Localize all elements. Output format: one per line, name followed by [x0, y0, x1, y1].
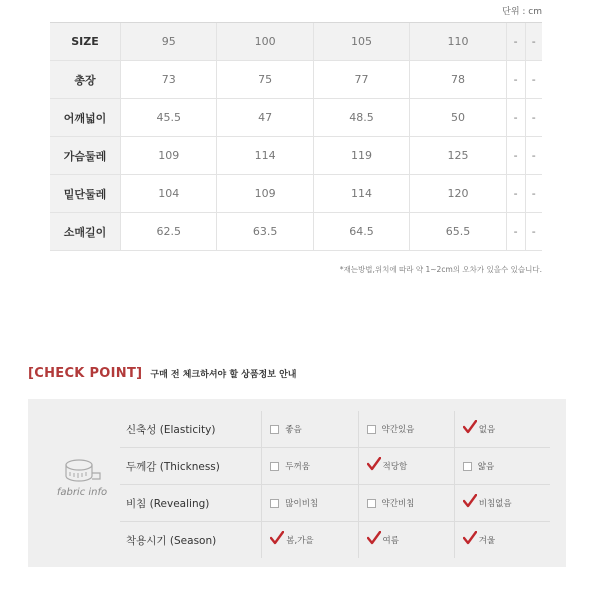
- size-cell: 73: [121, 61, 217, 99]
- option-label: 두꺼움: [285, 462, 310, 472]
- size-cell: 105: [313, 23, 409, 61]
- size-cell: 114: [217, 137, 313, 175]
- check-option: [358, 411, 454, 447]
- size-cell: 78: [410, 61, 506, 99]
- attribute-label: 착용시기 (Season): [126, 534, 217, 547]
- size-cell: -: [506, 175, 525, 213]
- check-point-heading: [28, 366, 296, 381]
- size-cell: -: [506, 23, 525, 61]
- size-cell: 119: [313, 137, 409, 175]
- check-point-subtitle: 구매 전 체크하셔야 할 상품정보 안내: [150, 370, 297, 380]
- checkbox-icon: [270, 462, 279, 471]
- size-cell: -: [525, 137, 542, 175]
- option-label: 없음: [478, 425, 496, 435]
- fabric-info-label: fabric info: [56, 487, 108, 498]
- size-row-label: 소매길이: [50, 213, 121, 251]
- fabric-info-block: [48, 457, 116, 498]
- size-cell: 95: [121, 23, 217, 61]
- checkbox-icon: [367, 499, 376, 508]
- size-row: [50, 99, 542, 137]
- check-option: [261, 448, 357, 484]
- size-row-label: 가슴둘레: [50, 137, 121, 175]
- attribute-label: 비침 (Revealing): [126, 497, 210, 510]
- size-row: [50, 61, 542, 99]
- check-point-grid: [120, 411, 550, 558]
- check-option: [261, 411, 357, 447]
- check-option: [261, 522, 357, 558]
- size-cell: 64.5: [313, 213, 409, 251]
- size-cell: 45.5: [121, 99, 217, 137]
- option-label: 여름: [382, 536, 399, 546]
- size-cell: -: [525, 99, 542, 137]
- option-label: 약간있음: [381, 425, 415, 435]
- size-cell: 125: [410, 137, 506, 175]
- size-cell: -: [506, 61, 525, 99]
- check-point-row: [120, 522, 550, 558]
- check-option: [358, 448, 454, 484]
- size-row: [50, 175, 542, 213]
- size-cell: 77: [313, 61, 409, 99]
- check-option: [454, 485, 550, 521]
- size-cell: 50: [410, 99, 506, 137]
- size-cell: 104: [121, 175, 217, 213]
- checkmark-icon: [463, 420, 477, 434]
- option-label: 적당함: [382, 462, 408, 472]
- check-point-row: [120, 411, 550, 448]
- check-option: [358, 522, 454, 558]
- option-label: 겨울: [478, 536, 496, 546]
- size-cell: 62.5: [121, 213, 217, 251]
- check-point-title: [CHECK POINT]: [28, 366, 143, 381]
- check-option: [454, 448, 550, 484]
- check-point-row: [120, 448, 550, 485]
- measurement-note: *재는방법,위치에 따라 약 1~2cm의 오차가 있을수 있습니다.: [339, 265, 542, 274]
- checkmark-icon: [463, 531, 477, 545]
- unit-label: 단위 : cm: [502, 7, 542, 17]
- checkmark-icon: [367, 531, 381, 545]
- check-option: [261, 485, 357, 521]
- check-point-row: [120, 485, 550, 522]
- size-cell: -: [506, 213, 525, 251]
- option-label: 얇음: [477, 462, 495, 472]
- size-cell: -: [506, 137, 525, 175]
- attribute-label: 신축성 (Elasticity): [126, 423, 216, 436]
- size-cell: 109: [217, 175, 313, 213]
- size-row-label: 총장: [50, 61, 121, 99]
- fabric-info-panel: [28, 399, 566, 567]
- checkmark-icon: [270, 531, 284, 545]
- checkbox-icon: [270, 425, 279, 434]
- size-row: [50, 213, 542, 251]
- option-label: 봄,가을: [286, 536, 314, 546]
- checkmark-icon: [367, 457, 381, 471]
- size-cell: -: [525, 23, 542, 61]
- size-cell: 109: [121, 137, 217, 175]
- tape-measure-icon: [62, 457, 102, 485]
- size-cell: -: [525, 61, 542, 99]
- option-label: 약간비침: [381, 499, 415, 509]
- size-cell: -: [525, 175, 542, 213]
- size-cell: 75: [217, 61, 313, 99]
- checkmark-icon: [463, 494, 477, 508]
- size-cell: 100: [217, 23, 313, 61]
- size-cell: -: [525, 213, 542, 251]
- size-cell: 63.5: [217, 213, 313, 251]
- size-cell: 110: [410, 23, 506, 61]
- size-cell: 48.5: [313, 99, 409, 137]
- size-cell: 47: [217, 99, 313, 137]
- checkbox-icon: [463, 462, 472, 471]
- size-cell: 114: [313, 175, 409, 213]
- size-header-label: SIZE: [50, 23, 121, 61]
- check-option: [454, 522, 550, 558]
- check-option: [358, 485, 454, 521]
- checkbox-icon: [367, 425, 376, 434]
- size-row-label: 밑단둘레: [50, 175, 121, 213]
- size-cell: 65.5: [410, 213, 506, 251]
- size-header-row: [50, 23, 542, 61]
- checkbox-icon: [270, 499, 279, 508]
- option-label: 비침없음: [478, 499, 512, 509]
- size-cell: 120: [410, 175, 506, 213]
- size-row-label: 어깨넓이: [50, 99, 121, 137]
- size-table: [50, 22, 542, 251]
- size-cell: -: [506, 99, 525, 137]
- check-option: [454, 411, 550, 447]
- option-label: 많이비침: [285, 499, 319, 509]
- option-label: 좋음: [285, 425, 302, 435]
- size-row: [50, 137, 542, 175]
- attribute-label: 두께감 (Thickness): [126, 460, 220, 473]
